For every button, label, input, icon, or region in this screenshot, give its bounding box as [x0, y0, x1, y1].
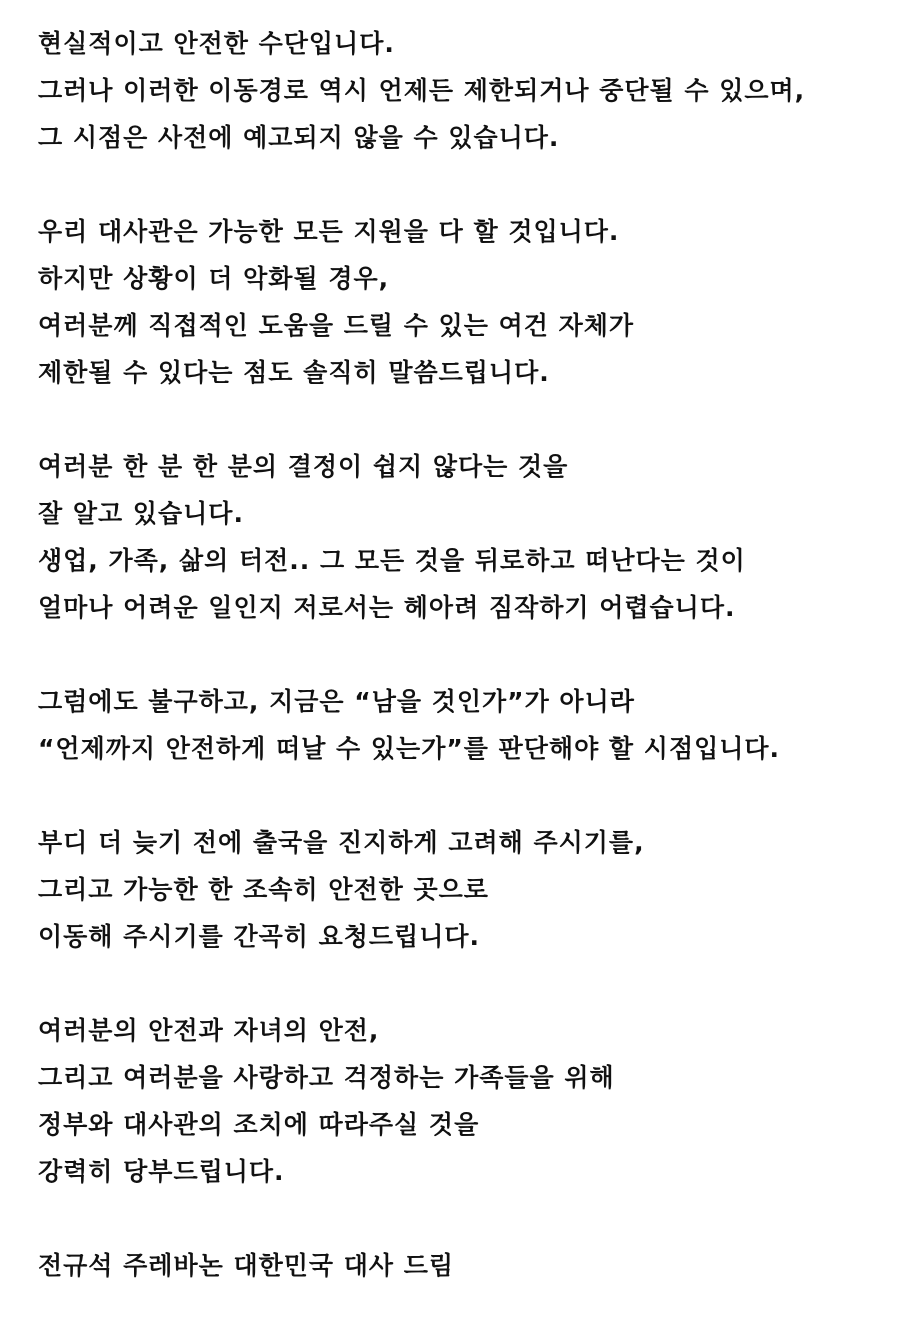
paragraph-spacer: [38, 631, 888, 678]
text-line: 잘 알고 있습니다.: [38, 499, 244, 528]
paragraph-spacer: [38, 772, 888, 819]
text-line: 부디 더 늦기 전에 출국을 진지하게 고려해 주시기를,: [38, 828, 645, 857]
text-line: “언제까지 안전하게 떠날 수 있는가”를 판단해야 할 시점입니다.: [38, 734, 781, 763]
paragraph-6: [38, 1007, 888, 1195]
paragraph-spacer: [38, 396, 888, 443]
text-line: 이동해 주시기를 간곡히 요청드립니다.: [38, 922, 481, 951]
text-line: 현실적이고 안전한 수단입니다.: [38, 29, 395, 58]
text-line: 그리고 여러분을 사랑하고 걱정하는 가족들을 위해: [38, 1063, 615, 1092]
letter-body: [38, 20, 888, 1289]
signature: 전규석 주레바논 대한민국 대사 드림: [38, 1251, 455, 1280]
text-line: 우리 대사관은 가능한 모든 지원을 다 할 것입니다.: [38, 217, 620, 246]
paragraph-spacer: [38, 960, 888, 1007]
paragraph-2: [38, 208, 888, 396]
paragraph-1: [38, 20, 888, 161]
text-line: 얼마나 어려운 일인지 저로서는 헤아려 짐작하기 어렵습니다.: [38, 593, 736, 622]
text-line: 그리고 가능한 한 조속히 안전한 곳으로: [38, 875, 489, 904]
text-line: 여러분께 직접적인 도움을 드릴 수 있는 여건 자체가: [38, 311, 635, 340]
text-line: 그러나 이러한 이동경로 역시 언제든 제한되거나 중단될 수 있으며,: [38, 76, 806, 105]
text-line: 강력히 당부드립니다.: [38, 1157, 285, 1186]
paragraph-spacer: [38, 161, 888, 208]
text-line: 여러분의 안전과 자녀의 안전,: [38, 1016, 380, 1045]
paragraph-4: [38, 678, 888, 772]
text-line: 하지만 상황이 더 악화될 경우,: [38, 264, 390, 293]
text-line: 그 시점은 사전에 예고되지 않을 수 있습니다.: [38, 123, 560, 152]
paragraph-3: [38, 443, 888, 631]
text-line: 제한될 수 있다는 점도 솔직히 말씀드립니다.: [38, 358, 550, 387]
paragraph-spacer: [38, 1195, 888, 1242]
text-line: 여러분 한 분 한 분의 결정이 쉽지 않다는 것을: [38, 452, 569, 481]
text-line: 생업, 가족, 삶의 터전.. 그 모든 것을 뒤로하고 떠난다는 것이: [38, 546, 746, 575]
paragraph-5: [38, 819, 888, 960]
text-line: 정부와 대사관의 조치에 따라주실 것을: [38, 1110, 480, 1139]
text-line: 그럼에도 불구하고, 지금은 “남을 것인가”가 아니라: [38, 687, 635, 716]
